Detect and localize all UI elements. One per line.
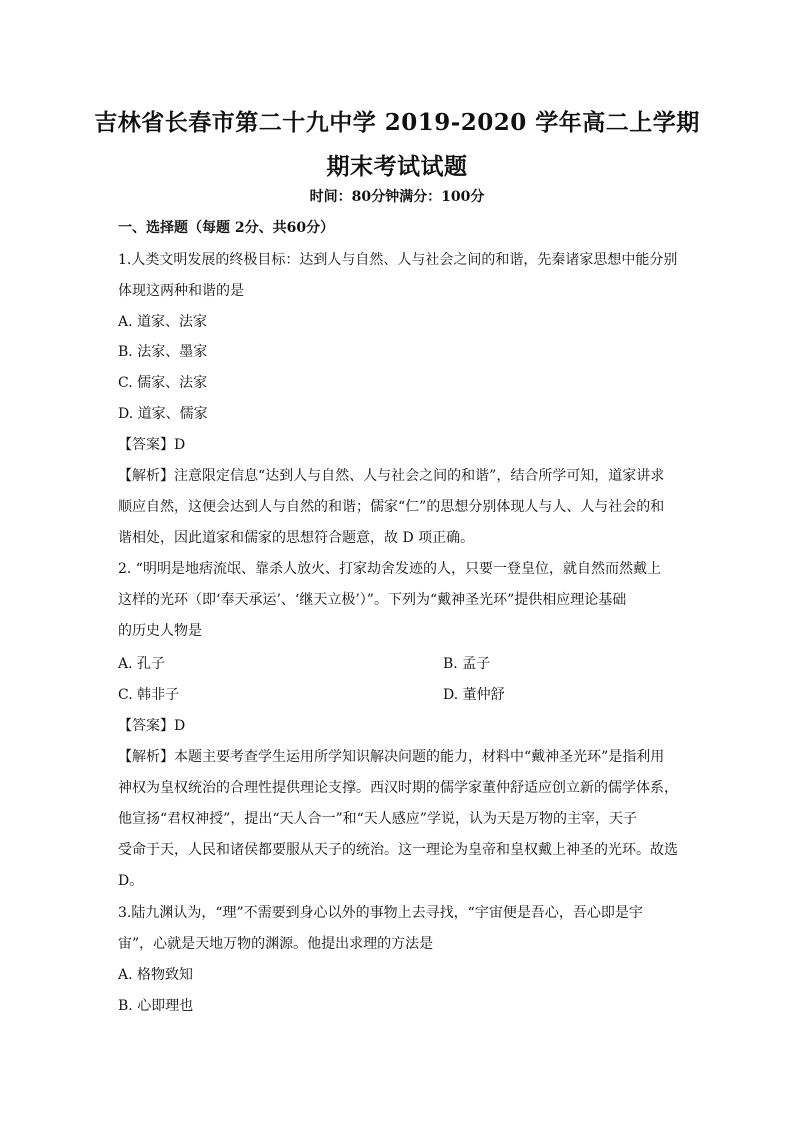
q3-option-b: B. 心即理也 bbox=[118, 998, 194, 1014]
q1-stem-line2: 体现这两种和谐的是 bbox=[118, 283, 244, 299]
q2-option-b: B. 孟子 bbox=[443, 656, 491, 672]
q1-option-c: C. 儒家、法家 bbox=[118, 375, 208, 391]
section-heading: 一、选择题（每题 2分、共60分） bbox=[118, 220, 335, 236]
q2-analysis-line2: 神权为皇权统治的合理性提供理论支撑。西汉时期的儒学家董仲舒适应创立新的儒学体系， bbox=[118, 780, 678, 796]
q1-option-b: B. 法家、墨家 bbox=[118, 344, 208, 360]
q3-option-a: A. 格物致知 bbox=[118, 967, 194, 983]
q3-stem-line1: 3.陆九渊认为，“理”不需要到身心以外的事物上去寻找，“宇宙便是吾心，吾心即是宇 bbox=[118, 905, 643, 921]
q2-answer: 【答案】D bbox=[118, 718, 186, 734]
q1-analysis-line2: 顺应自然，这便会达到人与自然的和谐；儒家“仁”的思想分别体现人与人、人与社会的和 bbox=[118, 499, 665, 515]
q2-option-a: A. 孔子 bbox=[118, 656, 166, 672]
q2-analysis-line3: 他宣扬“君权神授”，提出“天人合一”和“天人感应”学说，认为天是万物的主宰，天子 bbox=[118, 811, 637, 827]
exam-title-line1: 吉林省长春市第二十九中学 2019-2020 学年高二上学期 bbox=[94, 109, 700, 136]
q1-option-a: A. 道家、法家 bbox=[118, 314, 208, 330]
exam-subtitle: 时间：80分钟满分：100分 bbox=[309, 189, 485, 205]
q2-analysis-line1: 【解析】本题主要考查学生运用所学知识解决问题的能力，材料中“戴神圣光环”是指利用 bbox=[118, 749, 665, 765]
q2-analysis-line4: 受命于天，人民和诸侯都要服从天子的统治。这一理论为皇帝和皇权戴上神圣的光环。故选 bbox=[118, 842, 678, 858]
q1-stem-line1: 1.人类文明发展的终极目标：达到人与自然、人与社会之间的和谐，先秦诸家思想中能分别 bbox=[118, 252, 678, 268]
q2-analysis-line5: D。 bbox=[118, 873, 144, 889]
q1-analysis-line1: 【解析】注意限定信息“达到人与自然、人与社会之间的和谐”，结合所学可知，道家讲求 bbox=[118, 468, 665, 484]
q2-stem-line2: 这样的光环（即‘奉天承运’、‘继天立极’）”。下列为“戴神圣光环”提供相应理论基础 bbox=[118, 592, 627, 608]
q2-stem-line3: 的历史人物是 bbox=[118, 623, 202, 639]
exam-title-line2: 期末考试试题 bbox=[326, 153, 468, 180]
q1-option-d: D. 道家、儒家 bbox=[118, 406, 208, 422]
q2-stem-line1: 2. “明明是地痞流氓、靠杀人放火、打家劫舍发迹的人，只要一登皇位，就自然而然戴上 bbox=[118, 561, 661, 577]
q3-stem-line2: 宙”，心就是天地万物的渊源。他提出求理的方法是 bbox=[118, 936, 434, 952]
q2-option-d: D. 董仲舒 bbox=[443, 687, 505, 703]
q1-answer: 【答案】D bbox=[118, 437, 186, 453]
q2-option-c: C. 韩非子 bbox=[118, 687, 180, 703]
q1-analysis-line3: 谐相处，因此道家和儒家的思想符合题意，故 D 项正确。 bbox=[118, 530, 475, 546]
